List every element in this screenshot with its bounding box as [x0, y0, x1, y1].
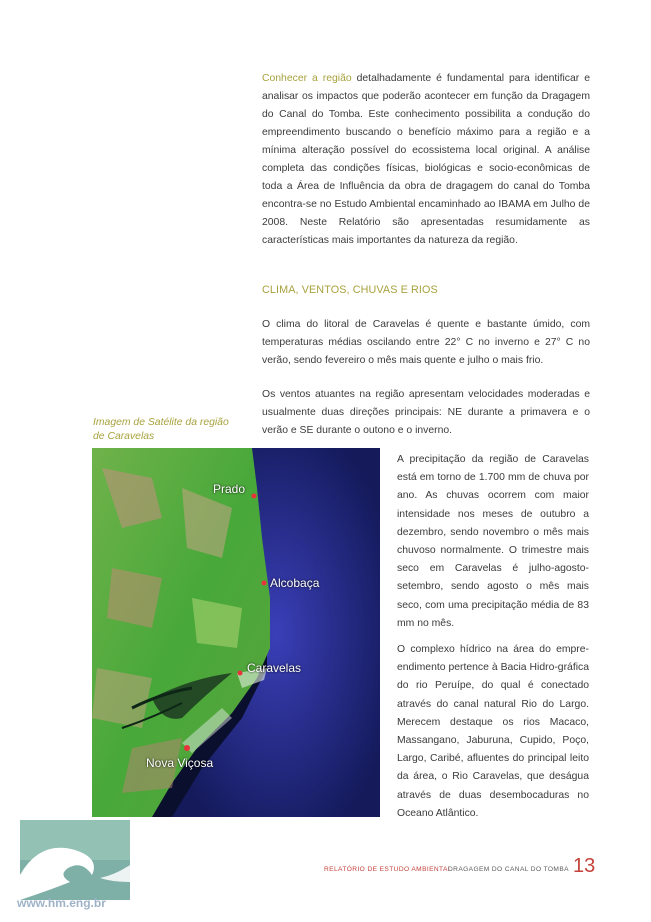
map-label-alcobaca: Alcobaça	[270, 576, 320, 590]
satellite-graphic	[92, 448, 380, 817]
footer-report-title: RELATÓRIO DE ESTUDO AMBIENTAL	[324, 866, 452, 873]
footer-project-title: DRAGAGEM DO CANAL DO TOMBA	[448, 866, 569, 873]
ventos-paragraph: Os ventos atuantes na região apresentam velocidades moderadas e usualmente duas direções principais: NE durante a primavera e o verão e SE durante o outono e o inverno.	[262, 389, 590, 436]
company-logo	[20, 820, 130, 900]
logo-url: www.hm.eng.br	[17, 896, 106, 910]
map-label-caravelas: Caravelas	[247, 661, 302, 675]
clima-paragraph: O clima do litoral de Caravelas é quente e bastante úmido, com temperaturas médias oscilando entre 22° C no inverno e 27° C no verão, sendo fevereiro o mês mais quente e julho o mais frio.	[262, 319, 590, 366]
page-number: 13	[573, 855, 596, 877]
map-label-nova-vicosa: Nova Viçosa	[146, 756, 214, 770]
chuvas-paragraph: A precipitação da região de Caravelas está em torno de 1.700 mm de chuva por ano. As chuvas ocorrem com maior intensidade nos meses de outubro a dezembro, sendo novembro o mês mais chuvoso normalmente. O trimestre mais seco em Caravelas é julho-agosto-setembro, sendo agosto o mês mais seco, com uma precipitação média de 83 mm no mês.	[397, 454, 589, 629]
map-label-prado: Prado	[213, 482, 246, 496]
section-heading: CLIMA, VENTOS, CHUVAS E RIOS	[262, 284, 438, 296]
image-caption: Imagem de Satélite da região de Caravelas	[93, 417, 229, 442]
rios-paragraph: O complexo hídrico na área do empre-endimento pertence à Bacia Hidro-gráfica do rio Peruípe, do qual é conectado através do canal natural Rio do Largo. Merecem destaque os rios Macaco, Massangano, Jaburuna, Cupido, Poço, Largo, Caribé, afluentes do principal leito da área, o Rio Caravelas, que deságua através de duas desembocaduras no Oceano Atlântico.	[397, 644, 589, 819]
wave-icon	[20, 820, 130, 900]
intro-lead: Conhecer a região	[262, 73, 352, 84]
satellite-image	[92, 448, 380, 817]
intro-paragraph	[262, 70, 590, 250]
intro-text: detalhadamente é fundamental para identificar e analisar os impactos que poderão acontecer em função da Dragagem do Canal do Tomba. Este conhecimento possibilita a condução do empreendimento buscando o benefício máximo para a região e a mínima alteração possível do ecossistema local original. A análise completa das condições físicas, biológicas e socio-econômicas de toda a Área de Influência da obra de dragagem do canal do Tomba encontra-se no Estudo Ambiental encaminhado ao IBAMA em Julho de 2008. Neste Relatório são apresentadas resumidamente as características mais importantes da natureza da região.	[262, 73, 590, 246]
